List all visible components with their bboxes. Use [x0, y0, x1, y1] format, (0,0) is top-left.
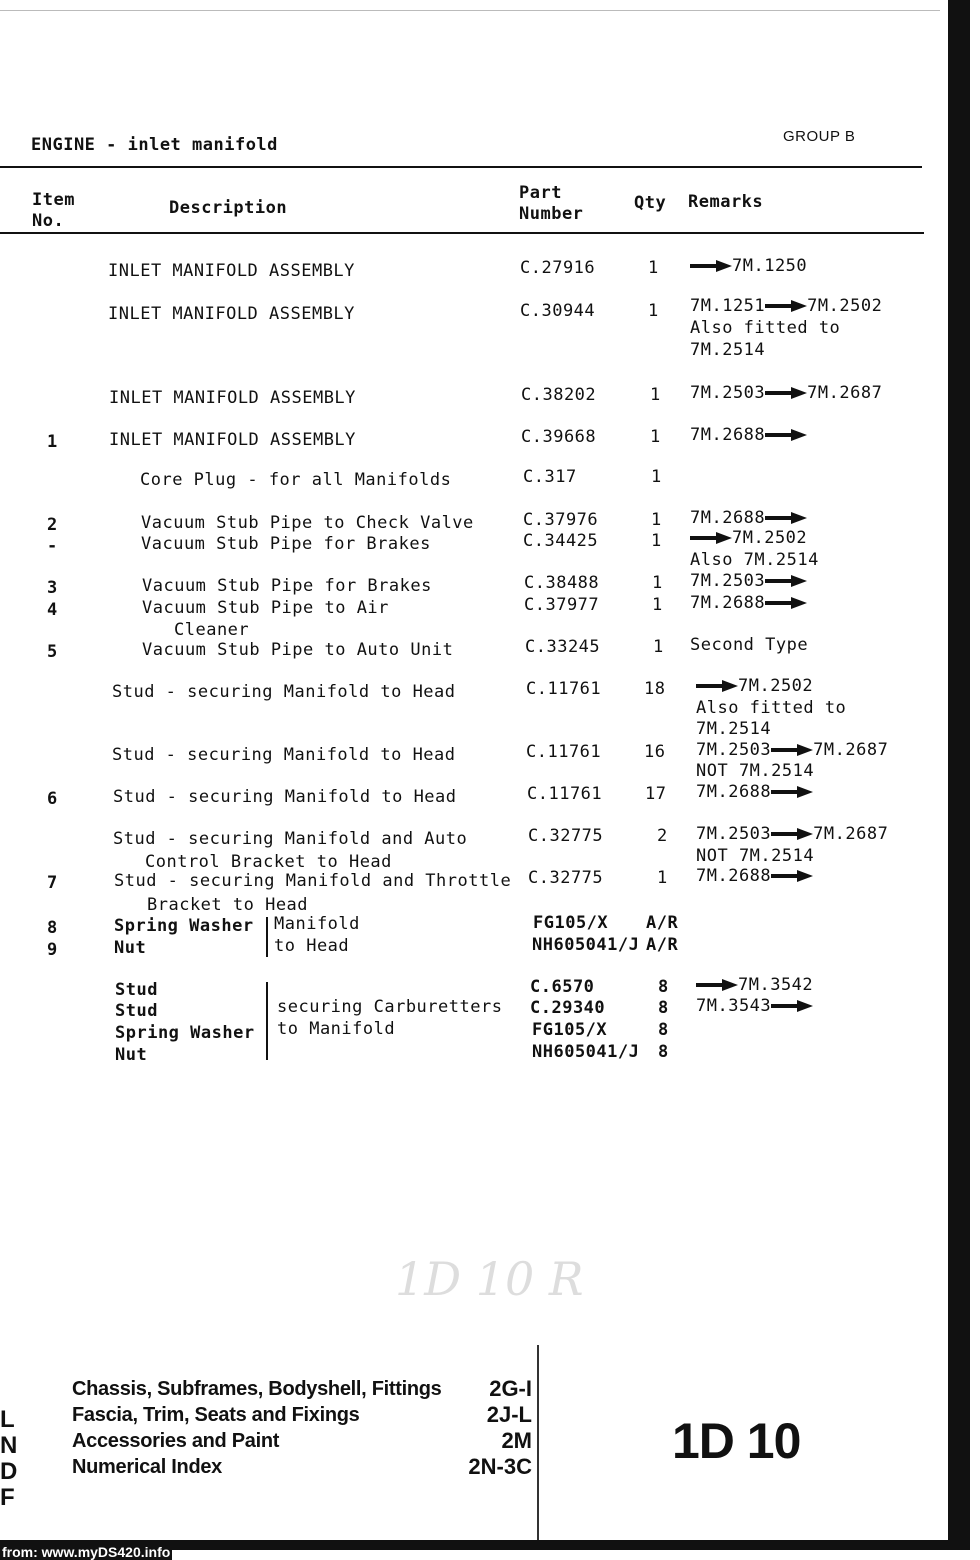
remark: Also 7M.2514: [690, 550, 819, 570]
remark: 7M.1250: [690, 256, 807, 276]
item-number: 3: [47, 578, 58, 598]
part-number: C.38202: [521, 385, 597, 405]
remark: 7M.2503 7M.2687: [690, 383, 883, 403]
quantity: 17: [645, 784, 667, 804]
part-description: Spring Washer: [114, 916, 254, 936]
quantity: A/R: [646, 913, 679, 933]
part-number: C.32775: [528, 868, 604, 888]
item-number: 2: [47, 515, 58, 535]
part-description: Stud: [115, 980, 158, 1000]
remark: Second Type: [690, 635, 809, 655]
arrow-icon: [771, 870, 813, 882]
footer-index-label: Numerical Index: [72, 1456, 223, 1478]
part-number: C.6570: [530, 977, 595, 997]
quantity: 1: [648, 258, 659, 278]
remark: 7M.2503: [690, 571, 807, 591]
part-number: C.11761: [526, 742, 602, 762]
footer-tab-letter: L: [0, 1406, 15, 1433]
arrow-icon: [771, 1000, 813, 1012]
bracket-label-1: Manifold: [274, 914, 360, 934]
quantity: 18: [644, 679, 666, 699]
footer-index-code: 2M: [501, 1428, 532, 1453]
page-number: 1D 10: [672, 1413, 801, 1469]
part-description: Spring Washer: [115, 1023, 255, 1043]
part-description: Stud - securing Manifold and Throttle: [114, 871, 512, 891]
item-number: 1: [47, 432, 58, 452]
remark: 7M.3542: [696, 975, 813, 995]
remark: 7M.2688: [696, 782, 813, 802]
header-rule-top: [0, 166, 922, 168]
item-number: 4: [47, 600, 58, 620]
item-number: 8: [47, 918, 58, 938]
top-faint-rule: [0, 10, 940, 11]
col-part-2: Number: [519, 204, 584, 224]
quantity: A/R: [646, 935, 679, 955]
arrow-icon: [765, 575, 807, 587]
part-number: C.11761: [527, 784, 603, 804]
quantity: 8: [658, 998, 669, 1018]
quantity: 1: [652, 595, 663, 615]
carb-label-2: to Manifold: [277, 1019, 396, 1039]
part-description: Vacuum Stub Pipe for Brakes: [142, 576, 432, 596]
bracket-carburetters: [266, 982, 268, 1060]
part-description: Nut: [115, 1045, 148, 1065]
remark: 7M.2503 7M.2687: [696, 824, 889, 844]
footer-index-label: Fascia, Trim, Seats and Fixings: [72, 1404, 360, 1426]
arrow-icon: [771, 744, 813, 756]
bracket-washer-nut: [266, 917, 268, 957]
quantity: 1: [651, 531, 662, 551]
footer-index-label: Accessories and Paint: [72, 1430, 280, 1452]
remark: 7M.2688: [690, 508, 807, 528]
footer-tab-letter: F: [0, 1484, 15, 1511]
part-description: INLET MANIFOLD ASSEMBLY: [109, 430, 356, 450]
col-qty: Qty: [634, 193, 667, 213]
arrow-icon: [771, 828, 813, 840]
part-description: Stud - securing Manifold and Auto: [113, 829, 468, 849]
footer-divider: [537, 1345, 539, 1540]
arrow-icon: [765, 429, 807, 441]
arrow-icon: [765, 597, 807, 609]
part-description: Nut: [114, 938, 147, 958]
page-stamp: 1D 10 R: [395, 1252, 584, 1306]
part-description: Stud: [115, 1001, 158, 1021]
part-description: INLET MANIFOLD ASSEMBLY: [109, 388, 356, 408]
footer-tab-letter: N: [0, 1432, 18, 1459]
part-number: C.29340: [530, 998, 606, 1018]
part-number: FG105/X: [532, 1020, 608, 1040]
carb-label-1: securing Carburetters: [277, 997, 503, 1017]
arrow-icon: [696, 680, 738, 692]
part-number: C.32775: [528, 826, 604, 846]
section-title: ENGINE - inlet manifold: [31, 135, 278, 155]
quantity: 1: [657, 868, 668, 888]
source-url: from: www.myDS420.info: [2, 1544, 171, 1560]
part-description: Core Plug - for all Manifolds: [140, 470, 452, 490]
remark: 7M.2502: [696, 676, 813, 696]
footer-index-label: Chassis, Subframes, Bodyshell, Fittings: [72, 1378, 442, 1400]
quantity: 1: [653, 637, 664, 657]
quantity: 8: [658, 1042, 669, 1062]
page-right-edge: [948, 0, 970, 1545]
quantity: 1: [650, 385, 661, 405]
col-item-no-1: Item: [32, 190, 75, 210]
part-description: Cleaner: [174, 620, 250, 640]
remark: 7M.1251 7M.2502: [690, 296, 883, 316]
remark: 7M.2688: [690, 593, 807, 613]
item-number: 9: [47, 940, 58, 960]
part-description: INLET MANIFOLD ASSEMBLY: [108, 304, 355, 324]
quantity: 16: [644, 742, 666, 762]
remark: 7M.3543: [696, 996, 813, 1016]
footer-index-code: 2N-3C: [468, 1454, 532, 1479]
item-number: 7: [47, 873, 58, 893]
part-number: C.30944: [520, 301, 596, 321]
remark: 7M.2688: [696, 866, 813, 886]
footer-index-code: 2G-I: [489, 1376, 532, 1401]
part-number: FG105/X: [533, 913, 609, 933]
part-number: C.27916: [520, 258, 596, 278]
group-label: GROUP B: [783, 128, 856, 145]
remark: Also fitted to: [690, 318, 841, 338]
item-number: 6: [47, 789, 58, 809]
part-number: C.34425: [523, 531, 599, 551]
part-description: Vacuum Stub Pipe to Check Valve: [141, 513, 474, 533]
header-rule-bottom: [0, 232, 924, 234]
arrow-icon: [696, 979, 738, 991]
col-remarks: Remarks: [688, 192, 764, 212]
remark: NOT 7M.2514: [696, 761, 815, 781]
quantity: 1: [650, 427, 661, 447]
part-description: Vacuum Stub Pipe to Air: [142, 598, 389, 618]
part-description: Stud - securing Manifold to Head: [113, 787, 457, 807]
footer-index-code: 2J-L: [486, 1402, 532, 1427]
quantity: 8: [658, 977, 669, 997]
arrow-icon: [765, 512, 807, 524]
quantity: 2: [657, 826, 668, 846]
part-number: C.317: [523, 467, 577, 487]
remark: 7M.2688: [690, 425, 807, 445]
part-description: Vacuum Stub Pipe to Auto Unit: [142, 640, 454, 660]
part-number: C.37977: [524, 595, 600, 615]
item-number: 5: [47, 642, 58, 662]
item-number: -: [47, 536, 58, 556]
footer-tab-letter: D: [0, 1458, 18, 1485]
part-number: C.33245: [525, 637, 601, 657]
part-description: Stud - securing Manifold to Head: [112, 682, 456, 702]
col-item-no-2: No.: [32, 211, 65, 231]
part-number: C.38488: [524, 573, 600, 593]
remark: 7M.2514: [696, 719, 772, 739]
remark: 7M.2514: [690, 340, 766, 360]
arrow-icon: [690, 260, 732, 272]
part-number: C.11761: [526, 679, 602, 699]
quantity: 1: [651, 467, 662, 487]
arrow-icon: [765, 300, 807, 312]
quantity: 8: [658, 1020, 669, 1040]
part-number: C.39668: [521, 427, 597, 447]
remark: 7M.2502: [690, 528, 807, 548]
remark: NOT 7M.2514: [696, 846, 815, 866]
quantity: 1: [648, 301, 659, 321]
quantity: 1: [651, 510, 662, 530]
arrow-icon: [771, 786, 813, 798]
part-number: NH605041/J: [532, 935, 640, 955]
bracket-label-2: to Head: [274, 936, 350, 956]
part-description: Stud - securing Manifold to Head: [112, 745, 456, 765]
col-part-1: Part: [519, 183, 562, 203]
part-number: C.37976: [523, 510, 599, 530]
part-number: NH605041/J: [532, 1042, 640, 1062]
arrow-icon: [690, 532, 732, 544]
part-description: Control Bracket to Head: [145, 852, 392, 872]
remark: 7M.2503 7M.2687: [696, 740, 889, 760]
remark: Also fitted to: [696, 698, 847, 718]
part-description: INLET MANIFOLD ASSEMBLY: [108, 261, 355, 281]
part-description: Vacuum Stub Pipe for Brakes: [141, 534, 431, 554]
arrow-icon: [765, 387, 807, 399]
quantity: 1: [652, 573, 663, 593]
part-description: Bracket to Head: [147, 895, 309, 915]
col-description: Description: [169, 198, 288, 218]
